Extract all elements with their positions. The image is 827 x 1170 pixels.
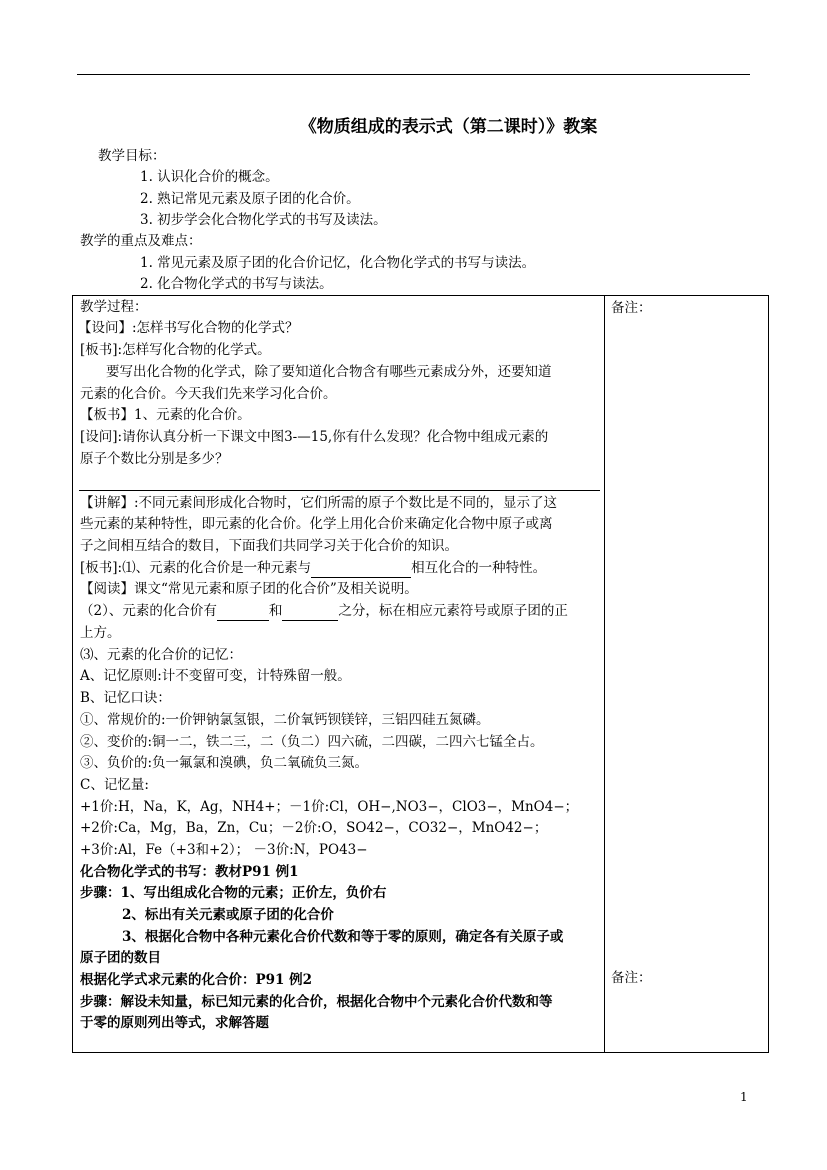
writing-step-3a: 3、根据化合物中各种元素化合价代数和等于零的原则，确定各有关原子或 [122,929,564,945]
explain-c: 子之间相互结合的数目，下面我们共同学习关于化合价的知识。 [80,538,458,554]
memory-2: ②、变价的:铜一二，铁二三，二（负二）四六硫，二四碳，二四六七锰全占。 [80,734,544,750]
valence-a: （2）、元素的化合价有 [80,603,217,619]
notes-label-2: 备注： [611,970,652,986]
fill-blank-3 [282,606,338,621]
key-heading: 教学的重点及难点： [80,233,202,249]
process-heading: 教学过程： [80,299,148,315]
objective-1: 1. 认识化合价的概念。 [140,169,279,185]
valence-c: 之分，标在相应元素符号或原子团的正 [338,603,568,619]
board-1: [板书]:怎样写化合物的化学式。 [80,342,271,358]
memory-b: B、记忆口诀： [80,690,171,706]
board-3b: 相互化合的一种特性。 [411,560,547,576]
header-rule [77,74,750,75]
question-2a: [设问]:请你认真分析一下课文中图3-—15,你有什么发现？化合物中组成元素的 [80,429,549,445]
find-step-b: 于零的原则列出等式，求解答题 [80,1015,269,1031]
writing-step-2: 2、标出有关元素或原子团的化合价 [122,907,334,923]
para-1a: 要写出化合物的化学式，除了要知道化合物含有哪些元素成分外，还要知道 [106,364,552,380]
writing-step-1: 步骤：1、写出组成化合物的元素；正价左，负价右 [80,885,387,901]
memory-a: A、记忆原则:计不变留可变，计特殊留一般。 [80,668,351,684]
memory-3: ③、负价的:负一氟氯和溴碘，负二氧硫负三氮。 [80,755,369,771]
question-1: 【设问】:怎样书写化合物的化学式？ [78,320,299,336]
reading: 【阅读】课文“常见元素和原子团的化合价”及相关说明。 [80,581,418,597]
explain-a: 【讲解】:不同元素间形成化合物时，它们所需的原子个数比是不同的，显示了这 [80,495,558,511]
valence-d: 上方。 [80,625,121,641]
writing-step-3b: 原子团的数目 [80,950,161,966]
explain-b: 些元素的某种特性，即元素的化合价。化学上用化合价来确定化合物中原子或离 [80,516,553,532]
notes-label: 备注： [611,300,652,316]
charge-line-3: +3价:Al，Fe（+3和+2）； －3价:N，PO43− [80,842,368,858]
valence-sign [80,601,568,621]
board-3a: [板书]:⑴、元素的化合价是一种元素与 [80,560,312,576]
board-3 [80,558,546,578]
find-step-a: 步骤：解设未知量，标已知元素的化合价，根据化合物中个元素化合价代数和等 [80,994,553,1010]
valence-b: 和 [268,603,283,619]
page-number: 1 [740,1090,748,1104]
memory-c: C、记忆量: [80,777,149,793]
charge-line-1: +1价:H，Na，K，Ag，NH4+；－1价:Cl，OH−,NO3−，ClO3−，MnO4−； [80,799,579,815]
board-2: 【板书】1、元素的化合价。 [80,407,251,423]
objectives-heading: 教学目标： [98,148,166,164]
section-rule [79,490,600,491]
column-divider [604,296,605,1052]
memory-heading: ⑶、元素的化合价的记忆： [80,647,242,663]
find-heading: 根据化学式求元素的化合价：P91 例2 [80,972,313,988]
fill-blank-2 [217,606,269,621]
para-1b: 元素的化合价。今天我们先来学习化合价。 [80,386,337,402]
writing-heading: 化合物化学式的书写：教材P91 例1 [80,864,299,880]
objective-2: 2. 熟记常见元素及原子团的化合价。 [140,191,360,207]
charge-line-2: +2价:Ca，Mg，Ba，Zn，Cu；－2价:O，SO42−，CO32−，MnO42−； [80,820,548,836]
question-2b: 原子个数比分别是多少？ [80,451,229,467]
fill-blank-1 [311,563,411,578]
key-point-1: 1. 常见元素及原子团的化合价记忆，化合物化学式的书写与读法。 [140,255,536,271]
page-title: 《物质组成的表示式（第二课时）》教案 [299,117,598,137]
key-point-2: 2. 化合物化学式的书写与读法。 [140,276,333,292]
objective-3: 3. 初步学会化合物化学式的书写及读法。 [140,212,387,228]
memory-1: ①、常规价的:一价钾钠氯氢银，二价氧钙钡镁锌，三铝四硅五氮磷。 [80,712,490,728]
